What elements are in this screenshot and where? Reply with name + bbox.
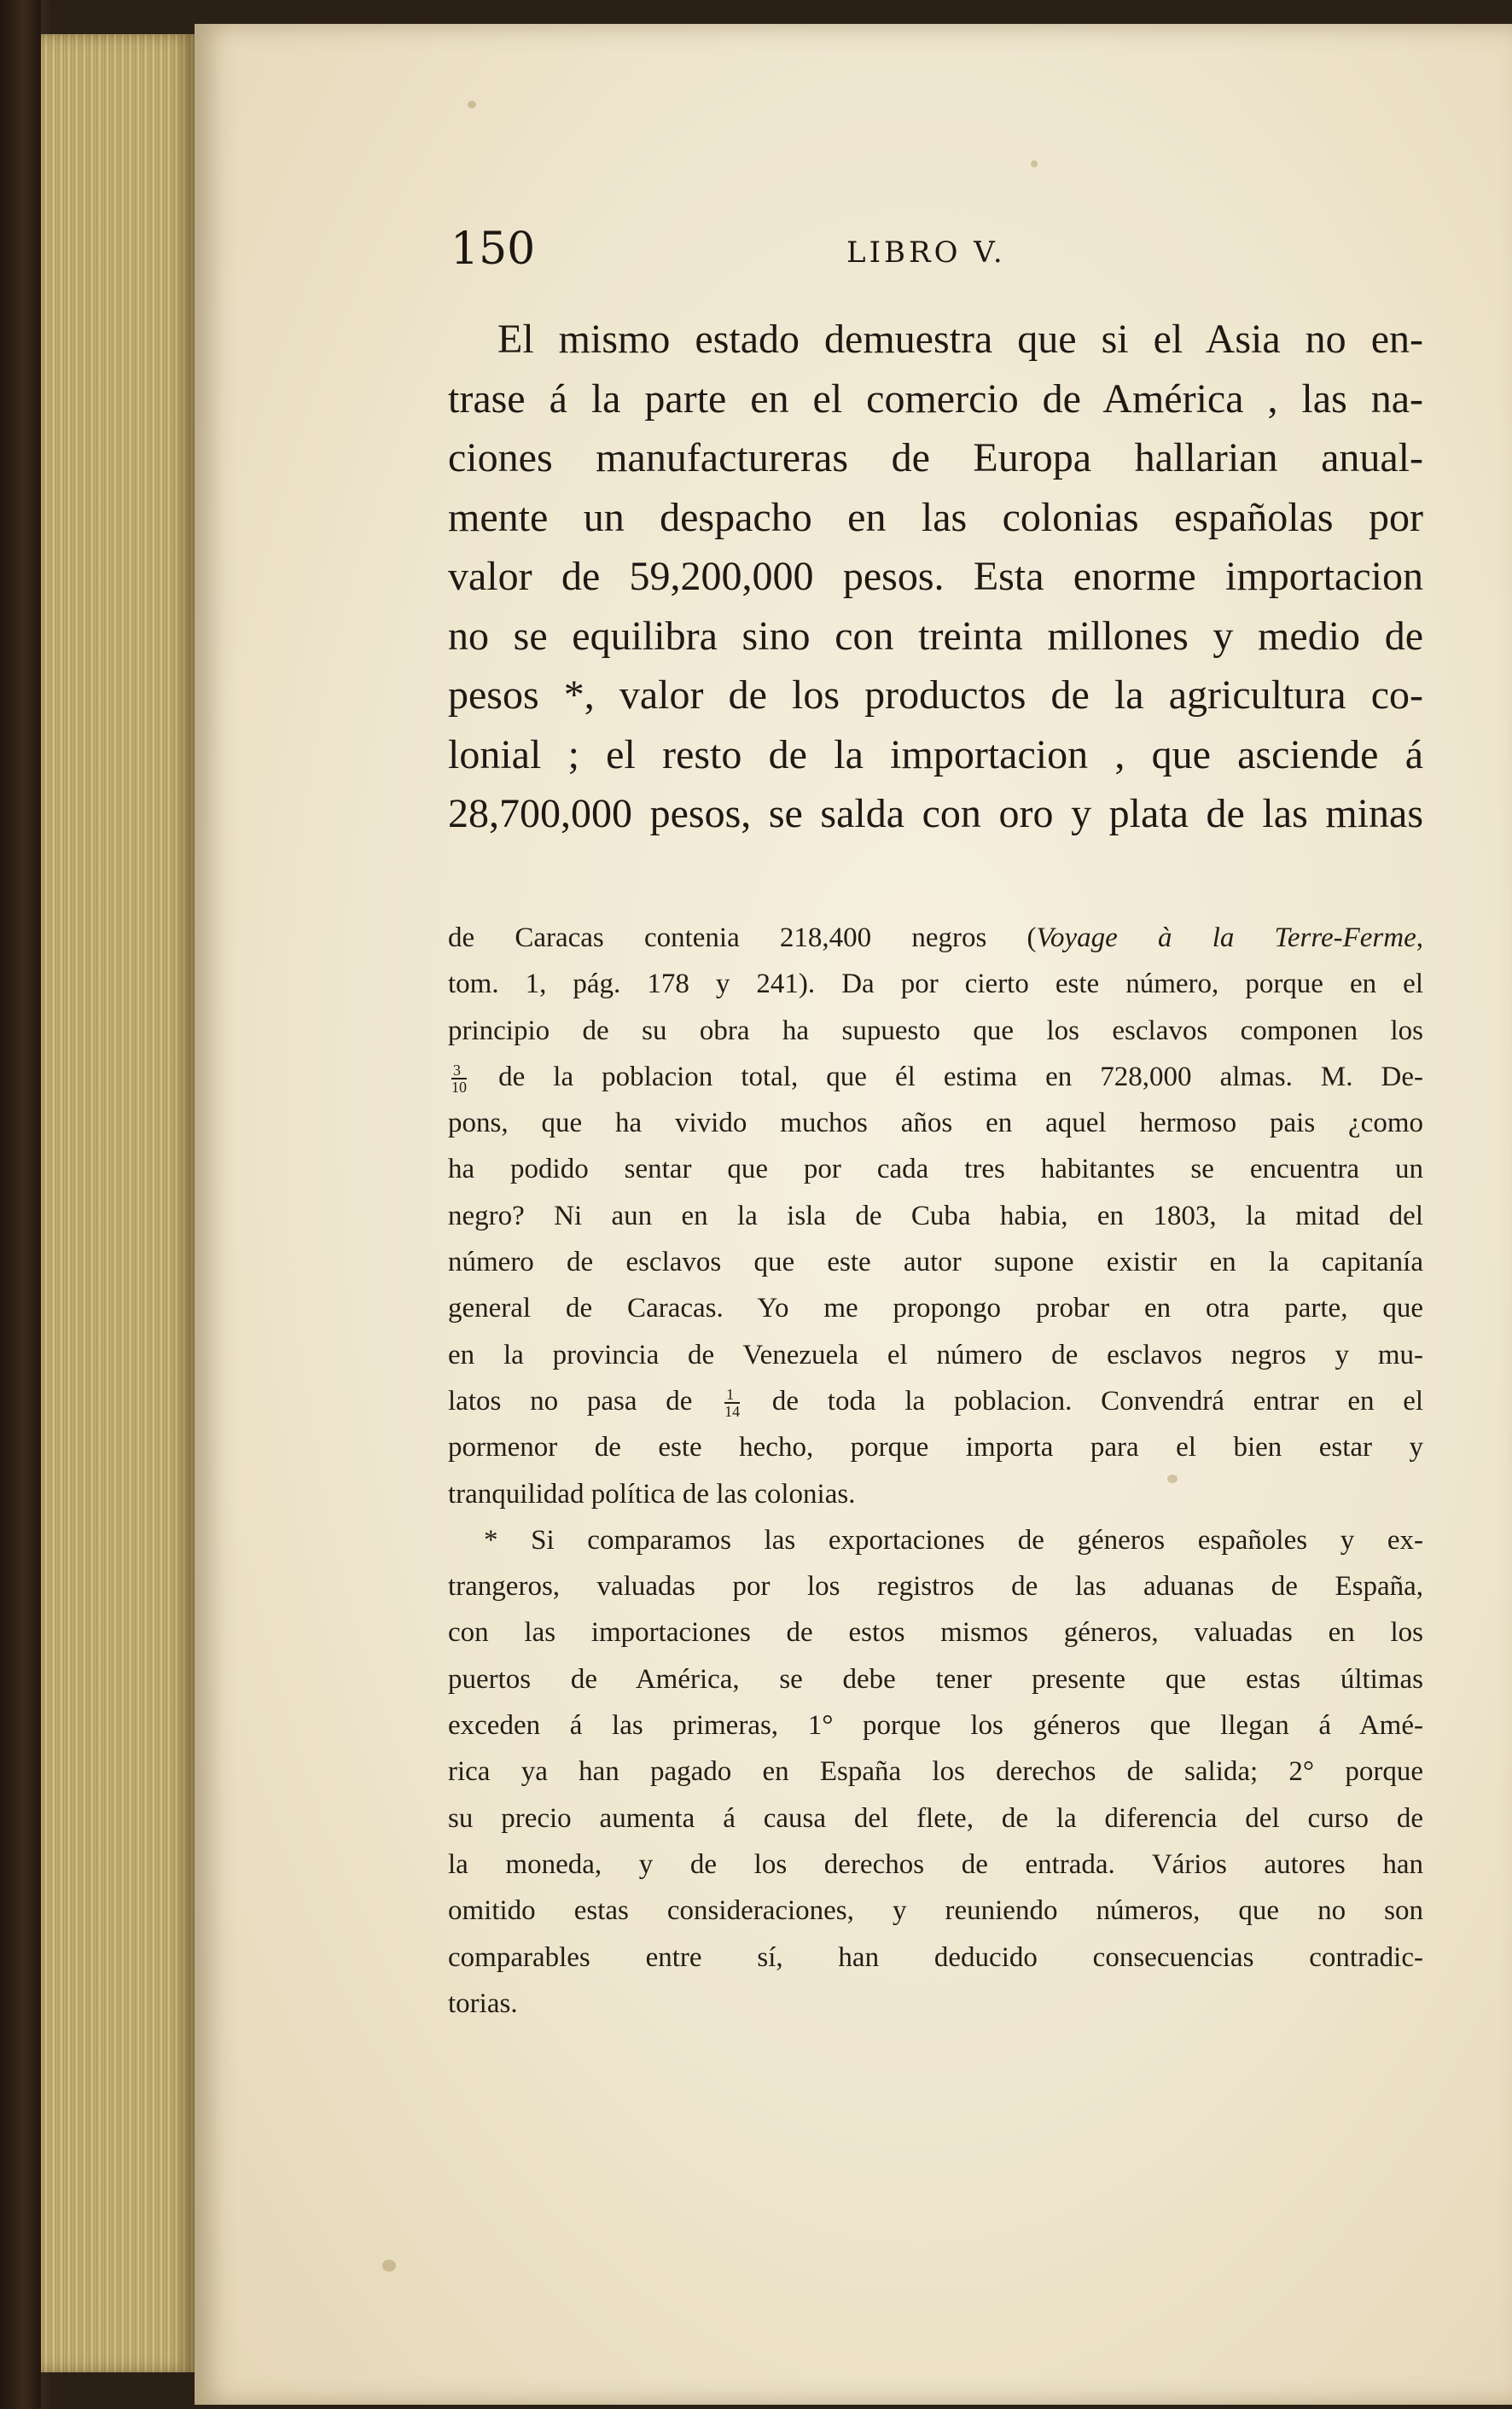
- footnote-line: tranquilidad política de las colonias.: [448, 1478, 856, 1510]
- footnote-line: pons, que ha vivido muchos años en aquel hermoso pais ¿como: [448, 1108, 1423, 1139]
- main-text-line: trase á la parte en el comercio de América , las na-: [448, 375, 1423, 422]
- footnote-line: * Si comparamos las exportaciones de géneros españoles y ex-: [484, 1524, 1423, 1556]
- main-text-line: lonial ; el resto de la importacion , que asciende á: [448, 731, 1423, 777]
- footnote-line: tom. 1, pág. 178 y 241). Da por cierto este número, porque en el: [448, 969, 1423, 1000]
- fraction-numerator: 1: [724, 1387, 740, 1404]
- footnote-text: de Caracas contenia 218,400 negros (: [448, 922, 1037, 953]
- footnote-line: ha podido sentar que por cada tres habitantes se encuentra un: [448, 1154, 1423, 1185]
- footnote-line: número de esclavos que este autor supone existir en la capitanía: [448, 1247, 1423, 1278]
- footnote-text: latos no pasa de: [448, 1385, 693, 1417]
- paper-blemish: [1031, 160, 1038, 167]
- footnote-line: puertos de América, se debe tener presente que estas últimas: [448, 1663, 1423, 1695]
- footnote-line: [448, 1054, 1423, 1100]
- main-text-line: mente un despacho en las colonias españolas por: [448, 494, 1423, 540]
- fraction-numerator: 3: [451, 1062, 467, 1079]
- fraction-denominator: 10: [451, 1079, 467, 1097]
- fraction: [724, 1387, 740, 1419]
- main-text-line: valor de 59,200,000 pesos. Esta enorme importacion: [448, 554, 1423, 599]
- footnote-line: omitido estas consideraciones, y reuniendo números, que no son: [448, 1895, 1423, 1927]
- main-text-line: El mismo estado demuestra que si el Asia no en-: [497, 317, 1423, 362]
- footnote-line: general de Caracas. Yo me propongo probar en otra parte, que: [448, 1293, 1423, 1324]
- footnote-line: rica ya han pagado en España los derechos de salida; 2° porque: [448, 1756, 1423, 1788]
- footnote-line: principio de su obra ha supuesto que los esclavos componen los: [448, 1015, 1423, 1046]
- main-text-line: 28,700,000 pesos, se salda con oro y plata de las minas: [448, 791, 1423, 836]
- footnote-line: trangeros, valuadas por los registros de las aduanas de España,: [448, 1571, 1423, 1603]
- footnote-text: de la poblacion total, que él estima en 728,000 almas. M. De-: [498, 1061, 1424, 1092]
- main-text-line: pesos *, valor de los productos de la agricultura co-: [448, 672, 1423, 718]
- footnote-line: exceden á las primeras, 1° porque los géneros que llegan á Amé-: [448, 1710, 1423, 1742]
- footnote-line: pormenor de este hecho, porque importa para el bien estar y: [448, 1432, 1423, 1463]
- book-spine: [0, 0, 41, 2409]
- fraction: [451, 1062, 467, 1095]
- footnote-line: la moneda, y de los derechos de entrada. Vários autores han: [448, 1848, 1423, 1880]
- footnote-line: [448, 1378, 1423, 1424]
- page-header: [451, 224, 1432, 283]
- fraction-denominator: 14: [724, 1403, 741, 1421]
- footnote-line: negro? Ni aun en la isla de Cuba habia, en 1803, la mitad del: [448, 1200, 1423, 1231]
- footnote-text: ,: [1416, 922, 1424, 953]
- footnote-line: torias.: [448, 1987, 518, 2019]
- footnotes: [448, 915, 1423, 2027]
- footnote-line: en la provincia de Venezuela el número de esclavos negros y mu-: [448, 1339, 1423, 1370]
- page-edges: [41, 34, 195, 2372]
- footnote-line: su precio aumenta á causa del flete, de la diferencia del curso de: [448, 1802, 1423, 1834]
- paper-blemish: [382, 2260, 396, 2272]
- footnote-line: comparables entre sí, han deducido consecuencias contradic-: [448, 1941, 1423, 1973]
- main-text-line: ciones manufactureras de Europa hallarian anual-: [448, 435, 1423, 480]
- footnote-line: con las importaciones de estos mismos géneros, valuadas en los: [448, 1617, 1423, 1649]
- footnote-line: [448, 915, 1423, 961]
- running-head: LIBRO V.: [846, 236, 1006, 270]
- footnote-text: de toda la poblacion. Convendrá entrar en el: [771, 1385, 1424, 1417]
- page-number: 150: [451, 224, 536, 275]
- main-text: [448, 310, 1423, 844]
- paper-blemish: [468, 101, 476, 108]
- italic-title: Voyage à la Terre-Ferme: [1036, 922, 1416, 953]
- main-text-line: no se equilibra sino con treinta millones y medio de: [448, 613, 1423, 659]
